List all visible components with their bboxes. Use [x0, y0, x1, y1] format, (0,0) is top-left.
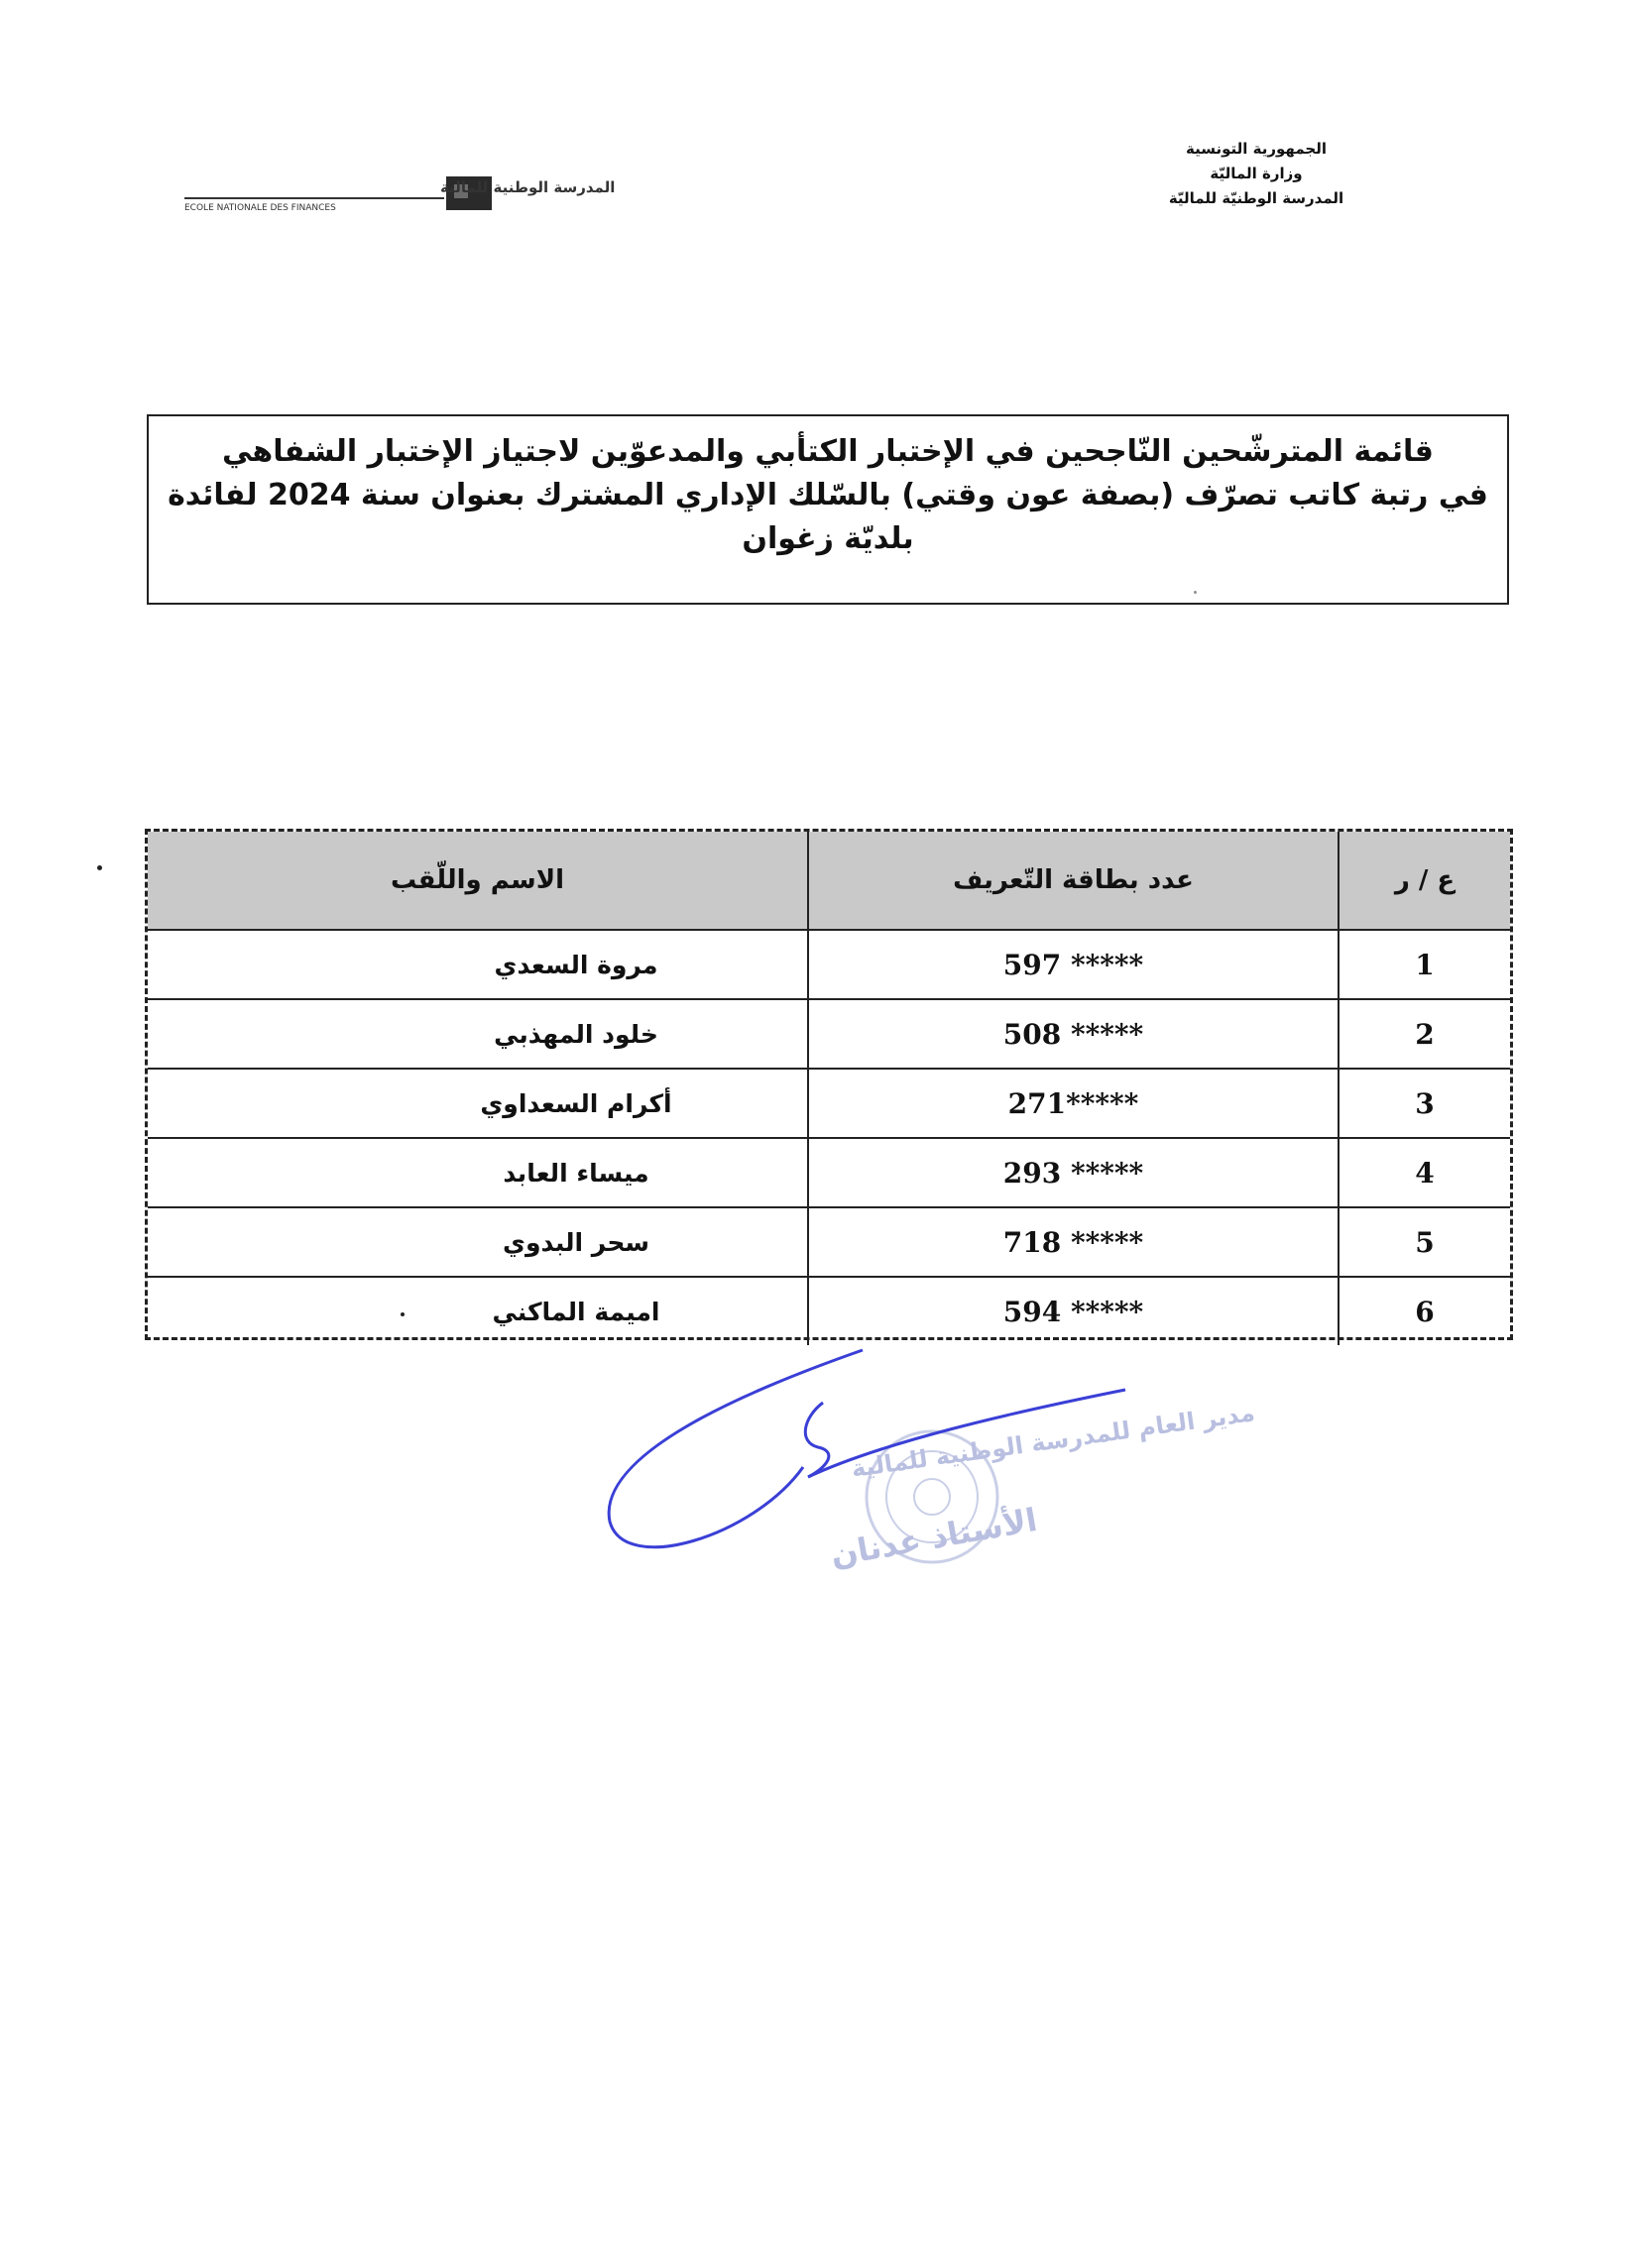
stamp-title-text: مدير العام للمدرسة الوطنية للمالية: [849, 1399, 1257, 1483]
header-name: الاسم واللّقب: [148, 832, 808, 930]
table-row: [148, 1207, 1510, 1277]
row-name: أكرام السعداوي: [148, 1069, 808, 1138]
candidates-table: [148, 832, 1510, 1345]
signature-stamp: [555, 1348, 1257, 1616]
row-num: 1: [1339, 930, 1510, 999]
title-box: [147, 414, 1509, 605]
school-logo: [184, 174, 616, 213]
scan-speck: [1194, 591, 1197, 594]
header-id: عدد بطاقة التّعريف: [808, 832, 1339, 930]
row-num: 4: [1339, 1138, 1510, 1207]
row-num: 2: [1339, 999, 1510, 1069]
header-line-school: المدرسة الوطنيّة للماليّة: [1168, 189, 1344, 207]
row-name: خلود المهذبي: [148, 999, 808, 1069]
row-id: 597 *****: [808, 930, 1339, 999]
table-header-row: [148, 832, 1510, 930]
row-id: 594 *****: [808, 1277, 1339, 1345]
stamp-signer-text: الأستاذ عدنان: [827, 1500, 1040, 1574]
table-row: [148, 930, 1510, 999]
candidates-table-frame: [145, 829, 1513, 1340]
title-line-3: بلديّة زغوان: [742, 521, 914, 556]
scan-speck: [97, 865, 102, 870]
table-row: [148, 1277, 1510, 1345]
row-id: 508 *****: [808, 999, 1339, 1069]
table-row: [148, 1138, 1510, 1207]
title-line-2: في رتبة كاتب تصرّف (بصفة عون وقتي) بالسّلك الإداري المشترك بعنوان سنة 2024 لفائدة: [168, 478, 1488, 512]
table-row: [148, 1069, 1510, 1138]
header-block: [1127, 137, 1385, 211]
header-num: ع / ر: [1339, 832, 1510, 930]
row-name: اميمة الماكني: [148, 1277, 808, 1345]
header-line-ministry: وزارة الماليّة: [1210, 165, 1303, 182]
row-num: 5: [1339, 1207, 1510, 1277]
scan-speck: [401, 1312, 405, 1316]
row-num: 3: [1339, 1069, 1510, 1138]
row-id: 271*****: [808, 1069, 1339, 1138]
row-num: 6: [1339, 1277, 1510, 1345]
table-row: [148, 999, 1510, 1069]
row-name: مروة السعدي: [148, 930, 808, 999]
logo-arabic-text: المدرسة الوطنية للمالية: [440, 178, 616, 196]
title-line-1: قائمة المترشّحين النّاجحين في الإختبار الكتأبي والمدعوّين لاجتياز الإختبار الشفاهي: [222, 434, 1434, 469]
logo-latin-text: ECOLE NATIONALE DES FINANCES: [184, 203, 336, 213]
header-line-republic: الجمهورية التونسية: [1186, 140, 1327, 158]
row-name: سحر البدوي: [148, 1207, 808, 1277]
row-name: ميساء العابد: [148, 1138, 808, 1207]
row-id: 718 *****: [808, 1207, 1339, 1277]
row-id: 293 *****: [808, 1138, 1339, 1207]
